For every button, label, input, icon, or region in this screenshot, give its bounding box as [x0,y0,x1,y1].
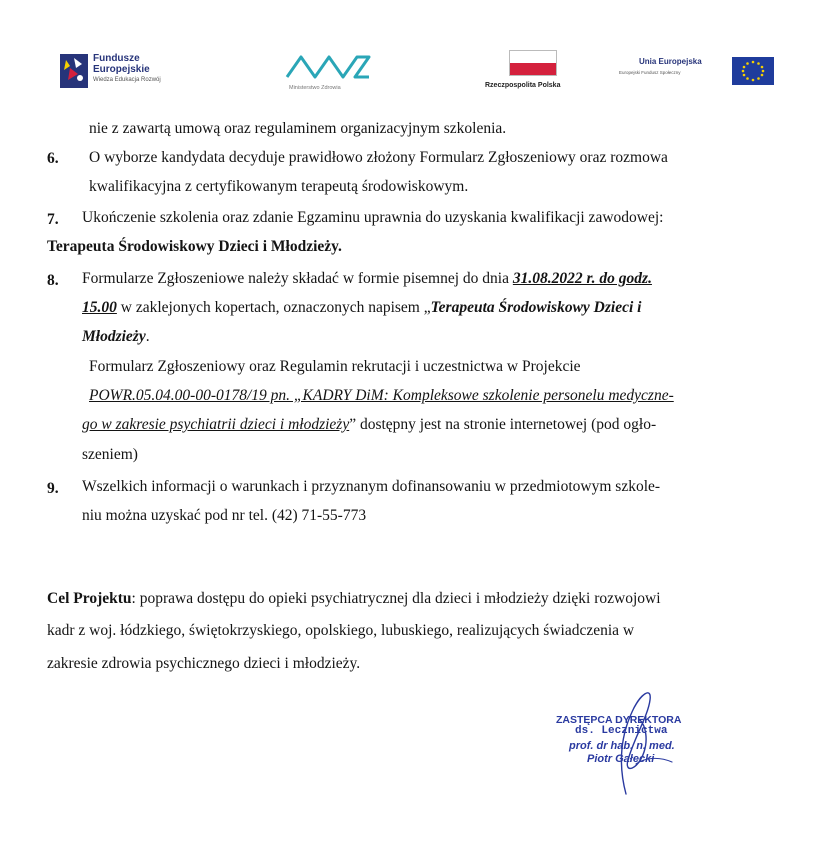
deadline-time: 15.00 [82,299,117,316]
cel-line3: zakresie zdrowia psychicznego dzieci i młodzieży. [47,655,361,672]
item-8-line1 [82,270,652,288]
item-6-number: 6. [47,150,59,167]
ministerstwo-caption: Ministerstwo Zdrowia [289,85,341,91]
item-8-line2 [82,299,641,317]
item-8-line5 [89,387,674,405]
handwritten-signature-icon [548,682,748,802]
unia-line2: Europejski Fundusz Społeczny [619,70,681,75]
intro-line: nie z zawartą umową oraz regulaminem organizacyjnym szkolenia. [89,120,507,137]
cel-line1-rest: : poprawa dostępu do opieki psychiatrycznej dla dzieci i młodzieży dzięki rozwojowi [131,590,661,607]
item-8-line6-rest: ” dostępny jest na stronie internetowej (pod ogło- [349,416,657,433]
item-8-line7: szeniem) [82,446,138,463]
rzeczpospolita-caption: Rzeczpospolita Polska [485,82,561,89]
item-7-line1: Ukończenie szkolenia oraz zdanie Egzaminu uprawnia do uzyskania kwalifikacji zawodowej: [82,209,664,226]
stamp-line1: ZASTĘPCA DYREKTORA [556,714,682,726]
cel-line1 [47,590,661,608]
item-8-line2-mid: w zaklejonych kopertach, oznaczonych napisem „ [116,299,431,316]
cel-label: Cel Projektu [47,590,132,607]
item-9-line2: niu można uzyskać pod nr tel. (42) 71-55-773 [82,507,367,524]
item-6-line2: kwalifikacyjna z certyfikowanym terapeutą środowiskowym. [89,178,469,195]
item-9-line1: Wszelkich informacji o warunkach i przyznanym dofinansowaniu w przedmiotowym szkole- [82,478,661,495]
envelope-label-part1: Terapeuta Środowiskowy Dzieci i [430,299,642,316]
item-8-line3 [82,328,150,346]
envelope-label-part2: Młodzieży [82,328,146,345]
project-name-part1: POWR.05.04.00-00-0178/19 pn. „KADRY DiM: Kompleksowe szkolenie personelu medyczne- [89,387,674,404]
item-6-line1: O wyborze kandydata decyduje prawidłowo złożony Formularz Zgłoszeniowy oraz rozmowa [89,149,668,166]
deadline-date: 31.08.2022 r. do godz. [512,270,652,287]
project-name-part2: go w zakresie psychiatrii dzieci i młodzieży [82,416,350,433]
item-8-line1-pre: Formularze Zgłoszeniowe należy składać w formie pisemnej do dnia [82,270,513,287]
item-7-number: 7. [47,211,59,228]
signature-stamp [548,682,748,802]
unia-line1: Unia Europejska [639,57,702,66]
cel-line2: kadr z woj. łódzkiego, świętokrzyskiego, opolskiego, lubuskiego, realizujących świadczenia w [47,622,635,639]
fundusze-line3: Wiedza Edukacja Rozwój [93,77,161,83]
item-8-number: 8. [47,272,59,289]
stamp-line4: Piotr Gałecki [587,753,655,765]
stamp-line3: prof. dr hab. n. med. [569,740,675,752]
item-8-line4: Formularz Zgłoszeniowy oraz Regulamin rekrutacji i uczestnictwa w Projekcie [89,358,581,375]
stamp-line2: ds. Lecznictwa [575,725,668,737]
item-8-line6 [82,416,656,434]
item-7-line2: Terapeuta Środowiskowy Dzieci i Młodzieży. [47,238,342,255]
item-8-line3-dot: . [145,328,150,345]
fundusze-line2: Europejskie [93,64,150,75]
fundusze-line1: Fundusze [93,53,140,64]
item-9-number: 9. [47,480,59,497]
